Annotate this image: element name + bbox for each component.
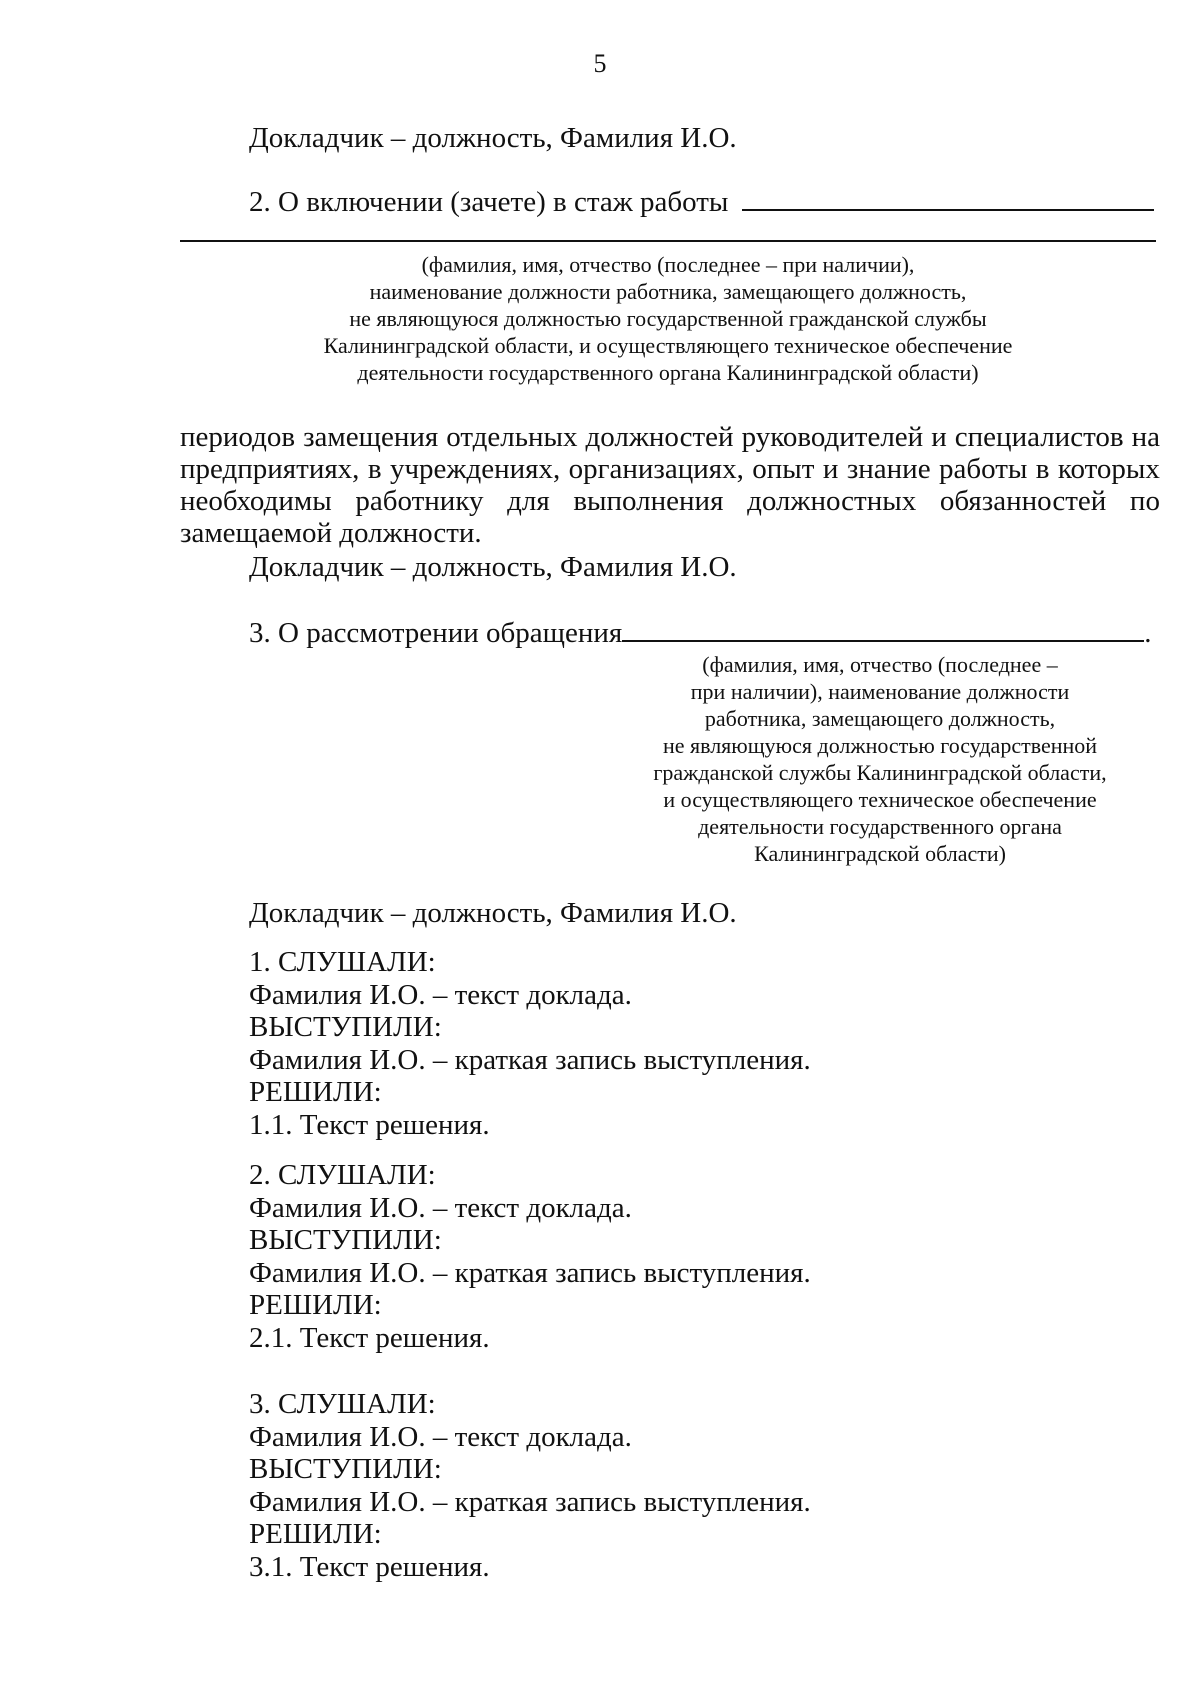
word: в [367, 453, 382, 485]
item-3-caption [610, 651, 1150, 867]
item-2-body [180, 421, 1160, 549]
heard-heading: 2. СЛУШАЛИ: [249, 1159, 436, 1191]
caption-line: Калининградской области) [754, 841, 1006, 866]
word: знание [846, 453, 931, 485]
word: и [822, 453, 839, 485]
reporter-line: Докладчик – должность, Фамилия И.О. [249, 551, 737, 583]
word: для [507, 485, 550, 517]
decided-heading: РЕШИЛИ: [249, 1289, 382, 1322]
word: замещения [303, 421, 439, 453]
item-2-heading-text: 2. О включении (зачете) в стаж работы [249, 186, 729, 218]
spoke-heading: ВЫСТУПИЛИ: [249, 1011, 442, 1044]
spoke-heading: ВЫСТУПИЛИ: [249, 1224, 442, 1257]
item-2-heading [249, 186, 1154, 219]
caption-line: деятельности государственного органа Калининградской области) [357, 360, 979, 385]
word: обязанностей [939, 485, 1107, 517]
reporter-line: Докладчик – должность, Фамилия И.О. [249, 122, 737, 154]
caption-line: (фамилия, имя, отчество (последнее – [702, 652, 1058, 677]
caption-line: при наличии), наименование должности [690, 679, 1070, 704]
spoke-heading: ВЫСТУПИЛИ: [249, 1453, 442, 1486]
word: организациях, [568, 453, 744, 485]
word: отдельных [446, 421, 578, 453]
item-3-end-mark: . [1144, 617, 1152, 649]
minutes-block-3 [249, 1388, 811, 1584]
word: должностных [747, 485, 917, 517]
word: опыт [752, 453, 815, 485]
decision-text: 1.1. Текст решения. [249, 1108, 490, 1141]
word: работнику [355, 485, 484, 517]
caption-line: Калининградской области, и осуществляющего техническое обеспечение [323, 333, 1013, 358]
decision-text: 3.1. Текст решения. [249, 1550, 490, 1583]
word: работы [938, 453, 1028, 485]
word: руководителей [741, 421, 924, 453]
caption-line: (фамилия, имя, отчество (последнее – при наличии), [421, 252, 915, 277]
caption-line: наименование должности работника, замещающего должность, [369, 279, 967, 304]
body-line: замещаемой должности. [180, 517, 482, 549]
minutes-block-1 [249, 946, 811, 1142]
decision-text: 2.1. Текст решения. [249, 1321, 490, 1354]
word: должностей [585, 421, 734, 453]
caption-line: работника, замещающего должность, [704, 706, 1056, 731]
heard-heading: 1. СЛУШАЛИ: [249, 946, 436, 978]
word: по [1129, 485, 1160, 517]
item-2-caption [180, 251, 1156, 386]
word: которых [1057, 453, 1160, 485]
item-3-heading-text: 3. О рассмотрении обращения [249, 617, 623, 649]
caption-line: не являющуюся должностью государственной гражданской службы [349, 306, 987, 331]
speech-text: Фамилия И.О. – краткая запись выступления. [249, 1485, 811, 1518]
heard-heading: 3. СЛУШАЛИ: [249, 1388, 436, 1420]
caption-line: гражданской службы Калининградской области, [653, 760, 1107, 785]
item-2-fill-line [742, 209, 1154, 211]
caption-line: не являющуюся должностью государственной [662, 733, 1098, 758]
report-text: Фамилия И.О. – текст доклада. [249, 1191, 632, 1224]
speech-text: Фамилия И.О. – краткая запись выступления. [249, 1256, 811, 1289]
word: на [1131, 421, 1160, 453]
decided-heading: РЕШИЛИ: [249, 1076, 382, 1109]
reporter-line: Докладчик – должность, Фамилия И.О. [249, 897, 737, 929]
minutes-block-2 [249, 1159, 811, 1355]
word: специалистов [954, 421, 1124, 453]
item-3-fill-line [622, 640, 1144, 642]
word: учреждениях, [389, 453, 561, 485]
item-2-fill-line-full [180, 240, 1156, 242]
page-number: 5 [593, 49, 607, 78]
report-text: Фамилия И.О. – текст доклада. [249, 978, 632, 1011]
body-line [180, 421, 1160, 453]
decided-heading: РЕШИЛИ: [249, 1518, 382, 1551]
word: предприятиях, [180, 453, 360, 485]
caption-line: и осуществляющего техническое обеспечение [663, 787, 1097, 812]
item-3-heading [249, 617, 1151, 650]
body-line [180, 453, 1160, 485]
body-line [180, 485, 1160, 517]
word: и [931, 421, 947, 453]
word: периодов [180, 421, 296, 453]
speech-text: Фамилия И.О. – краткая запись выступления. [249, 1043, 811, 1076]
word: необходимы [180, 485, 332, 517]
caption-line: деятельности государственного органа [698, 814, 1062, 839]
word: выполнения [573, 485, 724, 517]
word: в [1035, 453, 1050, 485]
report-text: Фамилия И.О. – текст доклада. [249, 1420, 632, 1453]
